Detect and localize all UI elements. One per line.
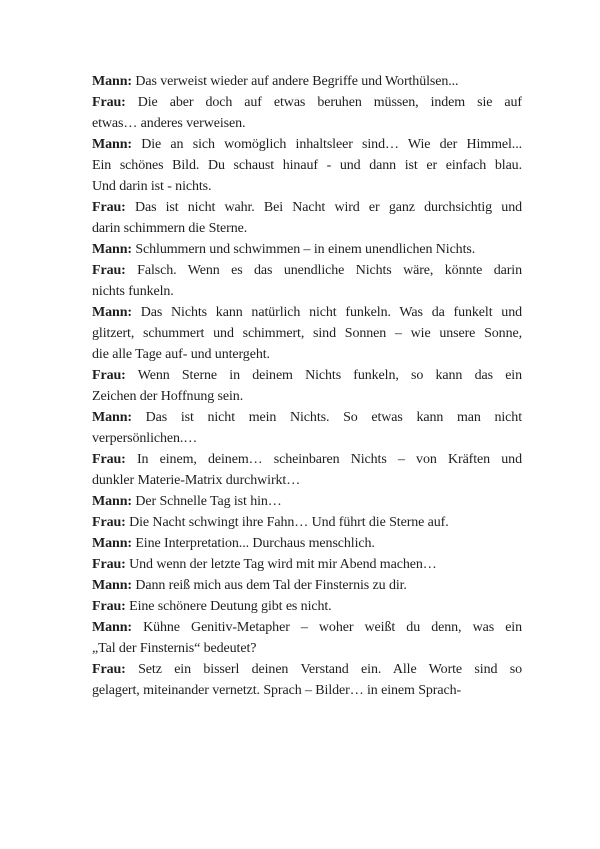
dialogue-line: gelagert, miteinander vernetzt. Sprach – Bilder… in einem Sprach- (92, 683, 462, 698)
speaker-label: Frau: (92, 662, 126, 677)
dialogue-line: Mann: Schlummern und schwimmen – in einem unendlichen Nichts. (92, 242, 476, 257)
dialogue-line: „Tal der Finsternis“ bedeutet? (92, 641, 257, 656)
dialogue-line: Frau: Setz ein bisserl deinen Verstand ein. Alle Worte sind so (92, 662, 522, 677)
speaker-label: Mann: (92, 536, 132, 551)
dialogue-line: darin schimmern die Sterne. (92, 221, 248, 236)
speaker-label: Mann: (92, 410, 132, 425)
speaker-label: Mann: (92, 137, 132, 152)
dialogue-line: Frau: Das ist nicht wahr. Bei Nacht wird er ganz durchsichtig und (92, 200, 522, 215)
dialogue-line: Frau: Die Nacht schwingt ihre Fahn… Und führt die Sterne auf. (92, 515, 449, 530)
speaker-label: Mann: (92, 305, 132, 320)
dialogue-line: Und darin ist - nichts. (92, 179, 212, 194)
dialogue-line: Mann: Das ist nicht mein Nichts. So etwas kann man nicht (92, 410, 522, 425)
dialogue-line: Mann: Das verweist wieder auf andere Begriffe und Worthülsen... (92, 74, 459, 89)
dialogue-line: Frau: Die aber doch auf etwas beruhen müssen, indem sie auf (92, 95, 522, 110)
dialogue-line: verpersönlichen.… (92, 431, 198, 446)
speaker-label: Mann: (92, 494, 132, 509)
dialogue-line: Ein schönes Bild. Du schaust hinauf - und dann ist er einfach blau. (92, 158, 522, 173)
speaker-label: Mann: (92, 242, 132, 257)
dialogue-line: glitzert, schummert und schimmert, sind Sonnen – wie unsere Sonne, (92, 326, 522, 341)
speaker-label: Frau: (92, 200, 126, 215)
dialogue-line: etwas… anderes verweisen. (92, 116, 246, 131)
speaker-label: Frau: (92, 95, 126, 110)
speaker-label: Frau: (92, 515, 126, 530)
dialogue-line: Frau: Falsch. Wenn es das unendliche Nichts wäre, könnte darin (92, 263, 522, 278)
dialogue-text (92, 71, 522, 701)
dialogue-line: Frau: In einem, deinem… scheinbaren Nichts – von Kräften und (92, 452, 522, 467)
dialogue-line: dunkler Materie-Matrix durchwirkt… (92, 473, 301, 488)
dialogue-line: nichts funkeln. (92, 284, 174, 299)
dialogue-line: Mann: Die an sich womöglich inhaltsleer sind… Wie der Himmel... (92, 137, 522, 152)
dialogue-line: Mann: Das Nichts kann natürlich nicht funkeln. Was da funkelt und (92, 305, 522, 320)
dialogue-line: Mann: Der Schnelle Tag ist hin… (92, 494, 282, 509)
dialogue-line: Mann: Eine Interpretation... Durchaus menschlich. (92, 536, 375, 551)
speaker-label: Mann: (92, 578, 132, 593)
dialogue-line: Frau: Und wenn der letzte Tag wird mit mir Abend machen… (92, 557, 437, 572)
speaker-label: Mann: (92, 74, 132, 89)
speaker-label: Frau: (92, 557, 126, 572)
dialogue-line: Frau: Eine schönere Deutung gibt es nicht. (92, 599, 332, 614)
dialogue-line: Zeichen der Hoffnung sein. (92, 389, 244, 404)
speaker-label: Frau: (92, 452, 126, 467)
dialogue-line: Frau: Wenn Sterne in deinem Nichts funkeln, so kann das ein (92, 368, 522, 383)
speaker-label: Frau: (92, 368, 126, 383)
dialogue-line: Mann: Dann reiß mich aus dem Tal der Finsternis zu dir. (92, 578, 407, 593)
dialogue-line: Mann: Kühne Genitiv-Metapher – woher weißt du denn, was ein (92, 620, 522, 635)
speaker-label: Mann: (92, 620, 132, 635)
speaker-label: Frau: (92, 263, 126, 278)
speaker-label: Frau: (92, 599, 126, 614)
dialogue-line: die alle Tage auf- und untergeht. (92, 347, 270, 362)
